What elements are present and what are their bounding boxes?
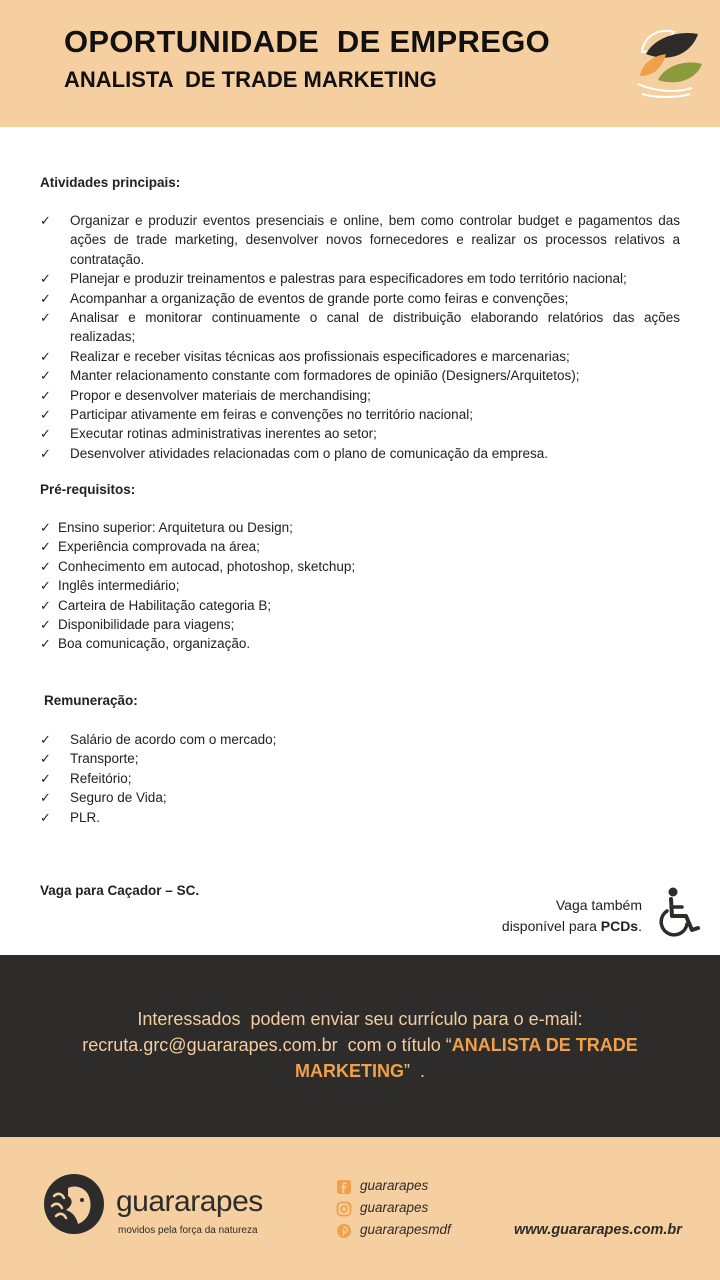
lion-logo-icon xyxy=(42,1172,108,1236)
activities-heading: Atividades principais: xyxy=(40,175,181,190)
checkmark-icon: ✓ xyxy=(40,290,51,306)
instagram-icon xyxy=(336,1201,352,1217)
list-item: ✓ Desenvolver atividades relacionadas com o plano de comunicação da empresa. xyxy=(40,444,680,463)
list-item: ✓ Manter relacionamento constante com formadores de opinião (Designers/Arquitetos); xyxy=(40,366,680,385)
checkmark-icon: ✓ xyxy=(40,348,51,364)
checkmark-icon: ✓ xyxy=(40,597,51,613)
pcd-line-2: disponível para PCDs. xyxy=(501,918,642,934)
contact-email[interactable]: recruta.grc@guararapes.com.br com o título “ xyxy=(82,1035,452,1055)
checkmark-icon: ✓ xyxy=(40,539,51,555)
job-title-highlight: ANALISTA DE TRADE MARKETING xyxy=(295,1035,638,1081)
checkmark-icon: ✓ xyxy=(40,751,51,767)
pcd-line-1: Vaga também xyxy=(555,897,642,913)
website-link[interactable]: www.guararapes.com.br xyxy=(514,1222,682,1238)
list-item: ✓ Conhecimento em autocad, photoshop, sketchup; xyxy=(40,557,440,576)
list-item: ✓ PLR. xyxy=(40,808,440,827)
checkmark-icon: ✓ xyxy=(40,617,51,633)
brand-tagline: movidos pela força da natureza xyxy=(118,1225,258,1236)
list-item: ✓ Carteira de Habilitação categoria B; xyxy=(40,596,440,615)
list-item: ✓ Experiência comprovada na área; xyxy=(40,537,440,556)
requirements-heading: Pré-requisitos: xyxy=(40,482,136,497)
checkmark-icon: ✓ xyxy=(40,387,51,403)
checkmark-icon: ✓ xyxy=(40,558,51,574)
list-item: ✓ Acompanhar a organização de eventos de grande porte como feiras e convenções; xyxy=(40,289,680,308)
pinterest-icon xyxy=(336,1223,352,1239)
checkmark-icon: ✓ xyxy=(40,407,51,423)
list-item: ✓ Refeitório; xyxy=(40,769,440,788)
list-item: ✓ Boa comunicação, organização. xyxy=(40,634,440,653)
activities-list xyxy=(40,211,680,463)
checkmark-icon: ✓ xyxy=(40,520,51,535)
list-item: ✓ Propor e desenvolver materiais de merchandising; xyxy=(40,386,680,405)
list-item: ✓ Disponibilidade para viagens; xyxy=(40,615,440,634)
list-item: ✓ Participar ativamente em feiras e convenções no território nacional; xyxy=(40,405,680,424)
job-title: ANALISTA DE TRADE MARKETING xyxy=(64,67,437,92)
list-item: ✓ Salário de acordo com o mercado; xyxy=(40,730,440,749)
checkmark-icon: ✓ xyxy=(40,732,51,747)
checkmark-icon: ✓ xyxy=(40,368,51,384)
facebook-icon xyxy=(336,1179,352,1195)
checkmark-icon: ✓ xyxy=(40,636,51,652)
list-item: ✓ Realizar e receber visitas técnicas aos profissionais especificadores e marcenarias; xyxy=(40,347,680,366)
list-item: ✓ Organizar e produzir eventos presenciais e online, bem como controlar budget e pagamentos das ações de trade marketing, desenvolver novos fornecedores e realizar os processos relativos a contratação. xyxy=(40,213,680,267)
social-instagram[interactable]: guararapes xyxy=(336,1200,536,1220)
list-item: ✓ Ensino superior: Arquitetura ou Design; xyxy=(40,518,440,537)
checkmark-icon: ✓ xyxy=(40,770,51,786)
checkmark-icon: ✓ xyxy=(40,578,51,594)
remuneration-list xyxy=(40,730,440,827)
page-title: OPORTUNIDADE DE EMPREGO xyxy=(64,24,551,59)
list-item: ✓ Analisar e monitorar continuamente o canal de distribuição elaborando relatórios das ações realizadas; xyxy=(40,310,680,345)
checkmark-icon: ✓ xyxy=(40,271,51,287)
job-location: Vaga para Caçador – SC. xyxy=(40,883,200,898)
wheelchair-icon xyxy=(656,886,704,940)
checkmark-icon: ✓ xyxy=(40,445,51,461)
list-item: ✓ Seguro de Vida; xyxy=(40,788,440,807)
list-item: ✓ Inglês intermediário; xyxy=(40,576,440,595)
header-banner xyxy=(0,0,720,127)
checkmark-icon: ✓ xyxy=(40,790,51,806)
leaf-logo-icon xyxy=(632,24,706,100)
checkmark-icon: ✓ xyxy=(40,213,51,228)
requirements-list xyxy=(40,518,440,654)
checkmark-icon: ✓ xyxy=(40,310,51,326)
list-item: ✓ Planejar e produzir treinamentos e palestras para especificadores em todo território nacional; xyxy=(40,269,680,288)
social-facebook[interactable]: guararapes xyxy=(336,1178,536,1198)
brand-name: guararapes xyxy=(116,1185,263,1218)
list-item: ✓ Executar rotinas administrativas inerentes ao setor; xyxy=(40,424,680,443)
social-pinterest[interactable]: guararapesmdf xyxy=(336,1222,536,1242)
checkmark-icon: ✓ xyxy=(40,426,51,442)
checkmark-icon: ✓ xyxy=(40,809,51,825)
list-item: ✓ Transporte; xyxy=(40,749,440,768)
contact-text: Interessados podem enviar seu currículo para o e-mail: recruta.grc@guararapes.com.br com o título “ANALISTA DE TRADE MARKETING” . xyxy=(82,1009,638,1081)
pcd-notice xyxy=(502,895,642,937)
remuneration-heading: Remuneração: xyxy=(44,693,138,708)
